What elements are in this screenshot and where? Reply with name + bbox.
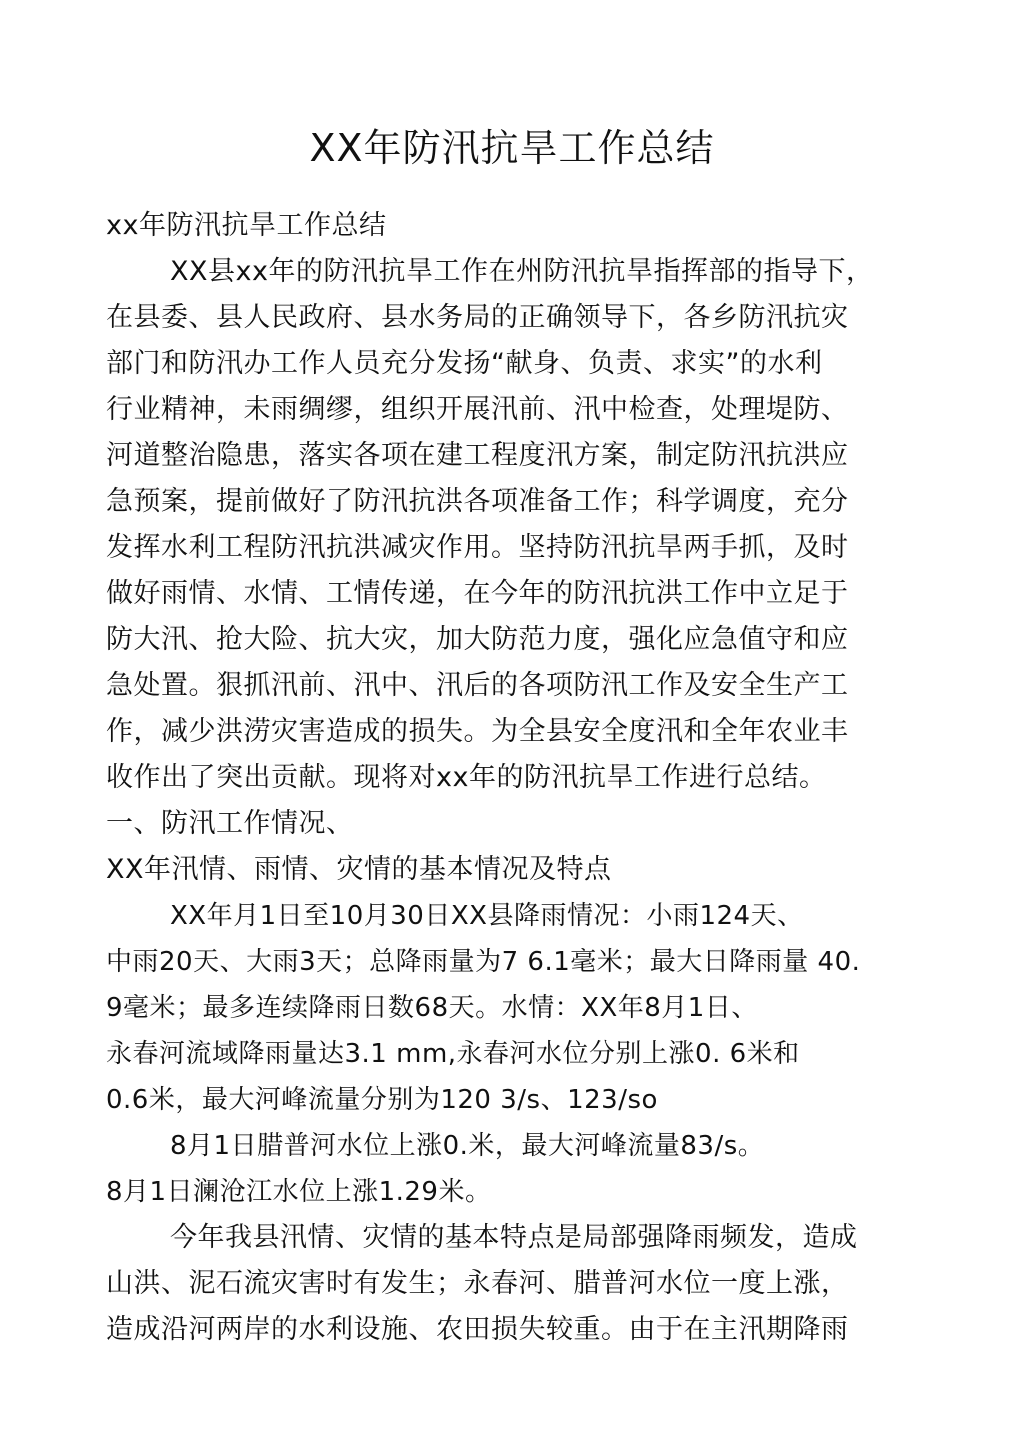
body-line: XX县xx年的防汛抗旱工作在州防汛抗旱指挥部的指导下，	[170, 256, 874, 287]
body-line: 中雨20天、大雨3天；总降雨量为7 6.1毫米；最大日降雨量 40.	[106, 947, 861, 977]
body-line: 8月1日腊普河水位上涨0.米，最大河峰流量83/s。	[170, 1131, 765, 1161]
body-line: 作，减少洪涝灾害造成的损失。为全县安全度汛和全年农业丰	[106, 716, 849, 747]
body-line: 做好雨情、水情、工情传递，在今年的防汛抗洪工作中立足于	[106, 578, 849, 609]
body-line: 0.6米，最大河峰流量分别为120 3/s、123/so	[106, 1085, 658, 1115]
body-line: 行业精神，未雨绸缪，组织开展汛前、汛中检查，处理堤防、	[106, 394, 849, 425]
body-line: 收作出了突出贡献。现将对xx年的防汛抗旱工作进行总结。	[106, 762, 827, 793]
body-line: 今年我县汛情、灾情的基本特点是局部强降雨频发，造成	[170, 1222, 858, 1253]
body-line: xx年防汛抗旱工作总结	[106, 210, 387, 241]
body-line: 防大汛、抢大险、抗大灾，加大防范力度，强化应急值守和应	[106, 624, 849, 655]
body-line: 造成沿河两岸的水利设施、农田损失较重。由于在主汛期降雨	[106, 1314, 849, 1345]
body-line: 河道整治隐患，落实各项在建工程度汛方案，制定防汛抗洪应	[106, 440, 849, 471]
document-title: XX年防汛抗旱工作总结	[309, 126, 715, 170]
body-line: 永春河流域降雨量达3.1 mm,永春河水位分别上涨0. 6米和	[106, 1039, 800, 1069]
body-line: XX年月1日至10月30日XX县降雨情况：小雨124天、	[170, 901, 804, 931]
document-body	[106, 203, 906, 1353]
body-line: 急处置。狠抓汛前、汛中、汛后的各项防汛工作及安全生产工	[106, 670, 849, 701]
body-line: 发挥水利工程防汛抗洪减灾作用。坚持防汛抗旱两手抓，及时	[106, 532, 849, 563]
body-line: 急预案，提前做好了防汛抗洪各项准备工作；科学调度，充分	[106, 486, 849, 517]
body-line: 9毫米；最多连续降雨日数68天。水情：XX年8月1日、	[106, 993, 758, 1023]
body-line: 8月1日澜沧江水位上涨1.29米。	[106, 1177, 492, 1207]
body-line: 在县委、县人民政府、县水务局的正确领导下，各乡防汛抗灾	[106, 302, 849, 333]
body-line: 部门和防汛办工作人员充分发扬“献身、负责、求实”的水利	[106, 348, 823, 379]
section-heading: 一、防汛工作情况、	[106, 808, 354, 839]
body-line: 山洪、泥石流灾害时有发生；永春河、腊普河水位一度上涨，	[106, 1268, 849, 1299]
subsection-heading: XX年汛情、雨情、灾情的基本情况及特点	[106, 854, 612, 885]
